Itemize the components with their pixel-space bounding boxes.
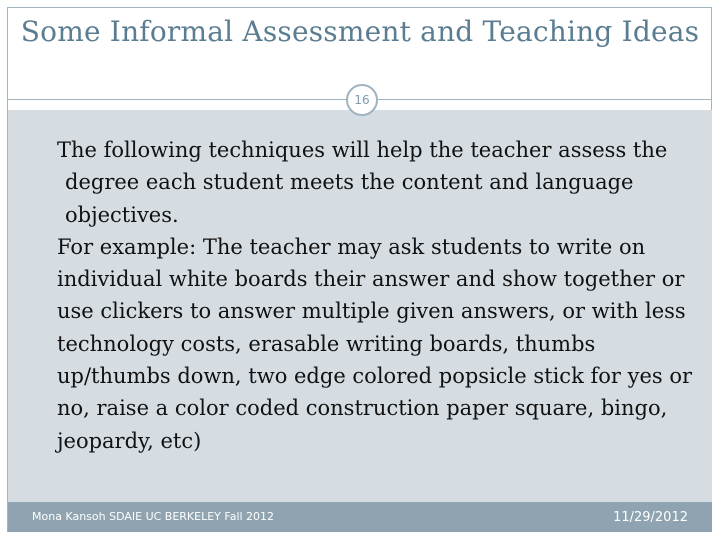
footer-bar	[8, 502, 712, 532]
body-text	[57, 134, 697, 457]
slide-number-badge: 16	[346, 84, 378, 116]
paragraph-intro: The following techniques will help the teacher assess the degree each student meets the content and language objectives.	[57, 138, 668, 227]
paragraph-example: For example: The teacher may ask students to write on individual white boards their answer and show together or use clickers to answer multiple given answers, or with less technology costs, erasable writing boards, thumbs up/thumbs down, two edge colored popsicle stick for yes or no, raise a color coded construction paper square, bingo, jeopardy, etc)	[57, 234, 693, 453]
slide-title: Some Informal Assessment and Teaching Ideas	[20, 15, 700, 48]
footer-date: 11/29/2012	[613, 510, 688, 525]
footer-author: Mona Kansoh SDAIE UC BERKELEY Fall 2012	[32, 510, 275, 523]
